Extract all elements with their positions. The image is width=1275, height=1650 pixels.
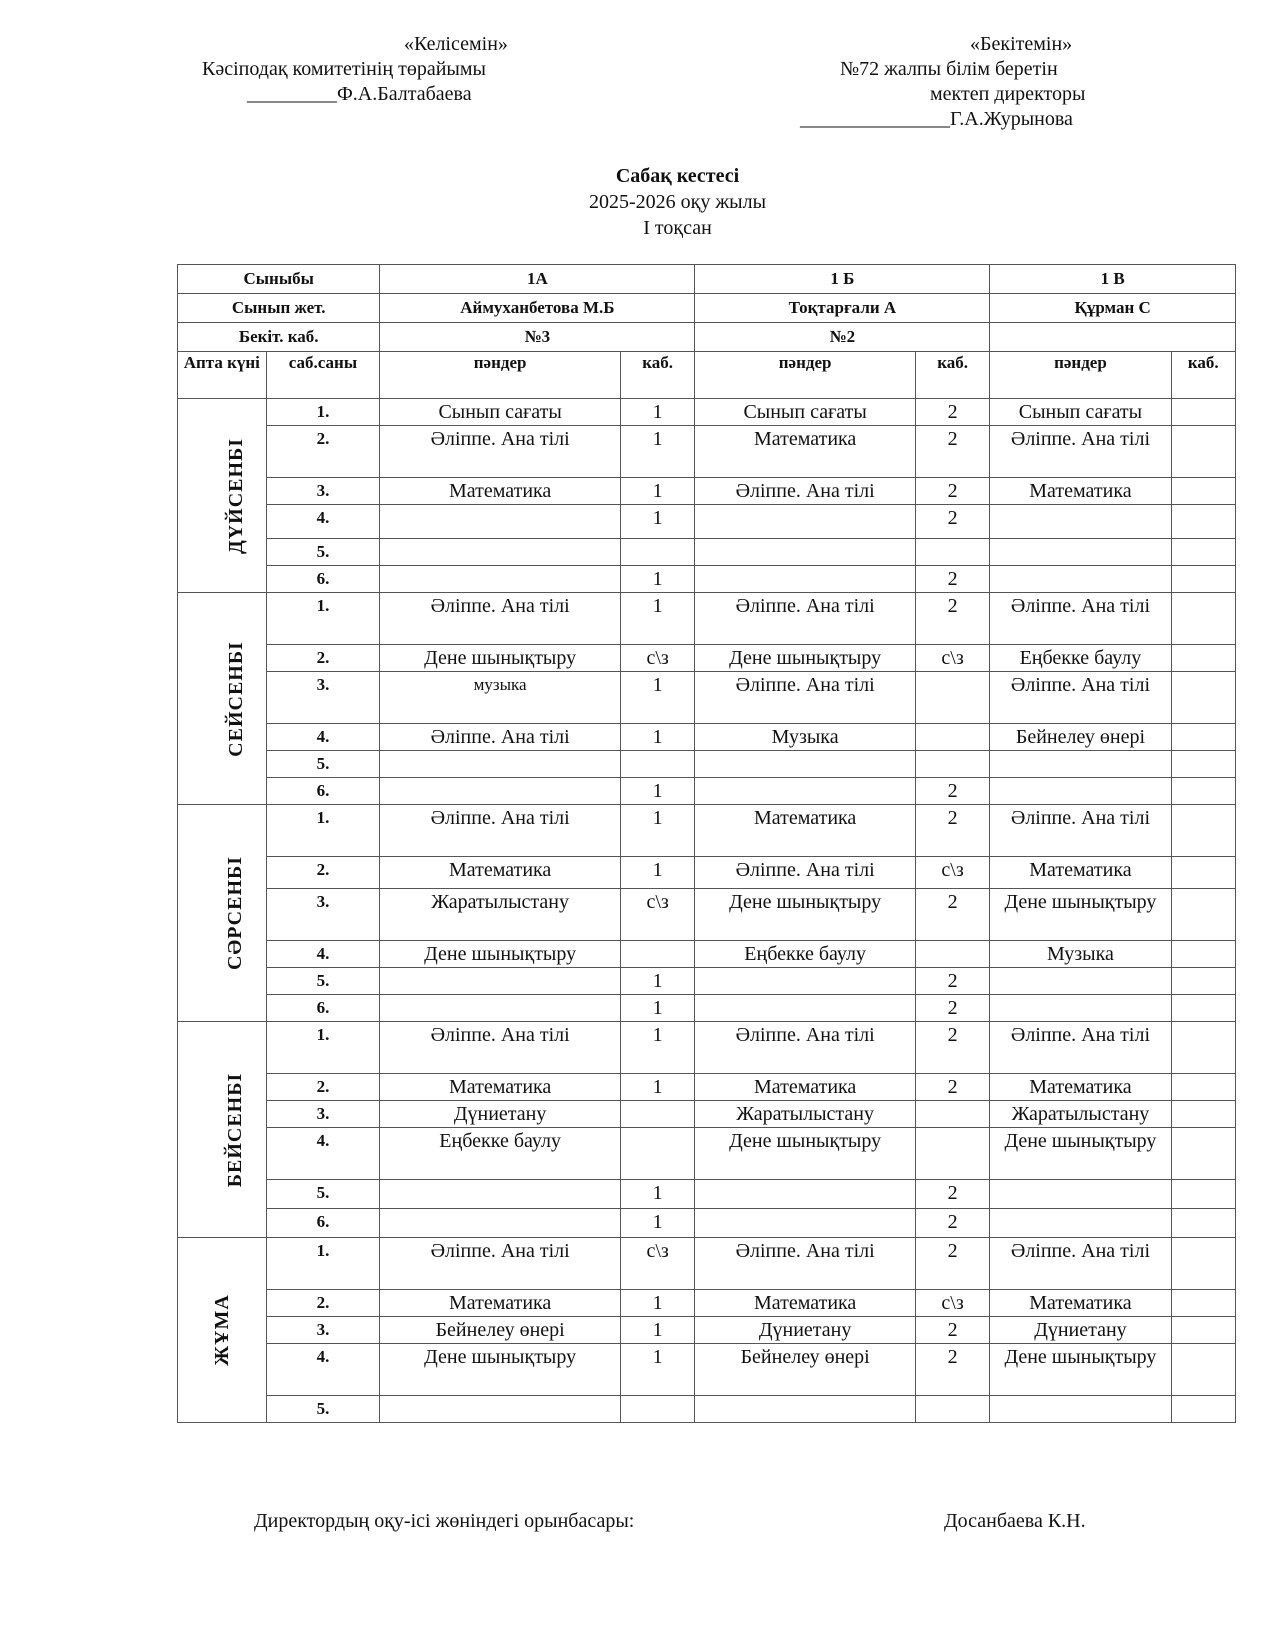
- cabinet-cell: [1171, 1290, 1235, 1317]
- subject-cell: [695, 539, 915, 566]
- lesson-row: [178, 399, 1236, 426]
- cabinet-cell: [1171, 1074, 1235, 1101]
- subject-cell: Математика: [380, 1074, 621, 1101]
- subject-cell: [695, 1180, 915, 1209]
- lesson-number: 2.: [266, 645, 380, 672]
- subject-cell: Математика: [380, 478, 621, 505]
- lesson-number: 6.: [266, 995, 380, 1022]
- cabinet-cell: [1171, 1101, 1235, 1128]
- cabinet-cell: 1: [620, 1209, 694, 1238]
- subject-cell: Бейнелеу өнері: [695, 1344, 915, 1396]
- day-cell: [178, 1238, 267, 1423]
- lesson-number: 5.: [266, 1396, 380, 1423]
- cabinet-cell: 1: [620, 505, 694, 539]
- lesson-number: 1.: [266, 805, 380, 857]
- subject-cell: [990, 505, 1171, 539]
- subject-cell: Дене шынықтыру: [380, 645, 621, 672]
- subject-cell: музыка: [380, 672, 621, 724]
- subject-cell: [990, 1209, 1171, 1238]
- lesson-row: [178, 593, 1236, 645]
- cabinet-cell: 2: [915, 995, 989, 1022]
- lesson-row: [178, 1290, 1236, 1317]
- lesson-number: 3.: [266, 1101, 380, 1128]
- subject-cell: Математика: [990, 857, 1171, 889]
- lesson-row: [178, 968, 1236, 995]
- cabinet-cell: [1171, 1344, 1235, 1396]
- subject-cell: [380, 968, 621, 995]
- cabinet-cell: с\з: [620, 1238, 694, 1290]
- schedule-table: [177, 264, 1236, 1423]
- class-teacher: Құрман С: [990, 294, 1236, 323]
- cabinet-cell: [620, 539, 694, 566]
- approval-block-left: [202, 32, 508, 107]
- lesson-row: [178, 1128, 1236, 1180]
- cabinet-cell: 1: [620, 593, 694, 645]
- cabinet-cell: 2: [915, 1344, 989, 1396]
- cabinet-cell: [915, 672, 989, 724]
- lesson-row: [178, 1101, 1236, 1128]
- cabinet-cell: с\з: [620, 645, 694, 672]
- subject-cell: Әліппе. Ана тілі: [695, 672, 915, 724]
- cabinet-cell: [620, 1396, 694, 1423]
- lesson-number: 1.: [266, 399, 380, 426]
- lesson-row: [178, 724, 1236, 751]
- room-row: [178, 323, 1236, 352]
- lesson-row: [178, 1344, 1236, 1396]
- day-name: БЕЙСЕНБІ: [224, 1072, 247, 1187]
- cabinet-cell: 1: [620, 1290, 694, 1317]
- subject-cell: Әліппе. Ана тілі: [990, 1022, 1171, 1074]
- class-room: [990, 323, 1236, 352]
- cabinet-cell: [915, 1396, 989, 1423]
- subject-cell: [380, 1209, 621, 1238]
- page-title: Сабақ кестесі: [615, 165, 740, 187]
- cabinet-cell: 2: [915, 593, 989, 645]
- lesson-row: [178, 995, 1236, 1022]
- title-block: [0, 163, 1275, 241]
- subject-cell: Математика: [990, 1290, 1171, 1317]
- cabinet-cell: [620, 1101, 694, 1128]
- subject-cell: Музыка: [990, 941, 1171, 968]
- lesson-number: 4.: [266, 941, 380, 968]
- approval-block-right: [800, 32, 1085, 132]
- subject-cell: Дүниетану: [990, 1317, 1171, 1344]
- subject-cell: [990, 968, 1171, 995]
- cabinet-cell: 1: [620, 1317, 694, 1344]
- cabinet-cell: 2: [915, 1180, 989, 1209]
- subject-cell: Әліппе. Ана тілі: [380, 805, 621, 857]
- day-name: ДҮЙСЕНБІ: [225, 437, 248, 554]
- subject-cell: Математика: [990, 478, 1171, 505]
- subject-cell: Бейнелеу өнері: [990, 724, 1171, 751]
- cabinet-cell: с\з: [915, 645, 989, 672]
- cabinet-cell: [1171, 478, 1235, 505]
- lesson-row: [178, 539, 1236, 566]
- lesson-number: 3.: [266, 1317, 380, 1344]
- class-teacher: Тоқтарғали А: [695, 294, 990, 323]
- subject-cell: Музыка: [695, 724, 915, 751]
- cabinet-cell: 2: [915, 426, 989, 478]
- lesson-row: [178, 505, 1236, 539]
- cabinet-cell: [1171, 593, 1235, 645]
- subject-cell: [695, 505, 915, 539]
- cabinet-cell: с\з: [620, 889, 694, 941]
- subject-cell: Дене шынықтыру: [695, 645, 915, 672]
- lesson-row: [178, 1180, 1236, 1209]
- cabinet-cell: 2: [915, 1074, 989, 1101]
- cabinet-cell: [1171, 1396, 1235, 1423]
- subject-cell: Әліппе. Ана тілі: [990, 805, 1171, 857]
- lesson-number: 5.: [266, 751, 380, 778]
- class-name: 1 В: [990, 265, 1236, 294]
- signature-position: Директордың оқу-ісі жөніндегі орынбасары:: [254, 1510, 635, 1532]
- day-cell: [178, 805, 267, 1022]
- cabinet-cell: 2: [915, 505, 989, 539]
- approval-right-line: «Бекітемін»: [970, 33, 1073, 55]
- cabinet-cell: [1171, 857, 1235, 889]
- cabinet-cell: [915, 941, 989, 968]
- cabinet-cell: 1: [620, 857, 694, 889]
- subject-cell: Дене шынықтыру: [990, 889, 1171, 941]
- subject-column-header: пәндер: [990, 352, 1171, 399]
- lesson-number: 4.: [266, 1344, 380, 1396]
- cabinet-cell: [915, 724, 989, 751]
- lesson-number: 1.: [266, 593, 380, 645]
- lesson-number: 5.: [266, 539, 380, 566]
- lesson-number: 5.: [266, 968, 380, 995]
- cabinet-cell: [1171, 426, 1235, 478]
- cabinet-cell: 1: [620, 426, 694, 478]
- lesson-number: 1.: [266, 1022, 380, 1074]
- cabinet-cell: [1171, 1022, 1235, 1074]
- lesson-row: [178, 805, 1236, 857]
- cabinet-cell: [915, 751, 989, 778]
- lesson-row: [178, 857, 1236, 889]
- number-column-header: саб.саны: [266, 352, 380, 399]
- subject-cell: Математика: [695, 426, 915, 478]
- day-name: ЖҰМА: [210, 1294, 233, 1366]
- cabinet-cell: с\з: [915, 1290, 989, 1317]
- cabinet-cell: [620, 751, 694, 778]
- lesson-number: 2.: [266, 1290, 380, 1317]
- cabinet-cell: [1171, 941, 1235, 968]
- signature-name: Досанбаева К.Н.: [944, 1510, 1086, 1532]
- subject-cell: Әліппе. Ана тілі: [695, 857, 915, 889]
- lesson-number: 4.: [266, 724, 380, 751]
- subject-cell: [380, 539, 621, 566]
- class-teacher: Аймуханбетова М.Б: [380, 294, 695, 323]
- cabinet-cell: [1171, 539, 1235, 566]
- subject-cell: [380, 505, 621, 539]
- subject-cell: Дене шынықтыру: [990, 1344, 1171, 1396]
- approval-right-line: №72 жалпы білім беретін: [840, 58, 1058, 80]
- cabinet-column-header: каб.: [1171, 352, 1235, 399]
- subject-cell: [380, 995, 621, 1022]
- subject-cell: [380, 566, 621, 593]
- subject-cell: Әліппе. Ана тілі: [990, 593, 1171, 645]
- subject-cell: Дене шынықтыру: [695, 889, 915, 941]
- approval-left-line: _________Ф.А.Балтабаева: [247, 83, 472, 105]
- cabinet-cell: [1171, 1180, 1235, 1209]
- subject-cell: Әліппе. Ана тілі: [990, 672, 1171, 724]
- day-cell: [178, 1022, 267, 1238]
- cabinet-cell: [1171, 399, 1235, 426]
- lesson-number: 6.: [266, 778, 380, 805]
- approval-left-line: «Келісемін»: [404, 33, 508, 55]
- class-room: №3: [380, 323, 695, 352]
- class-name: 1А: [380, 265, 695, 294]
- room-label: Бекіт. каб.: [178, 323, 380, 352]
- lesson-number: 6.: [266, 1209, 380, 1238]
- cabinet-cell: [1171, 1128, 1235, 1180]
- subject-cell: [695, 968, 915, 995]
- cabinet-cell: [1171, 751, 1235, 778]
- column-header-row: [178, 352, 1236, 399]
- subject-cell: [380, 1180, 621, 1209]
- lesson-row: [178, 1022, 1236, 1074]
- lesson-row: [178, 941, 1236, 968]
- cabinet-cell: 2: [915, 889, 989, 941]
- cabinet-cell: 1: [620, 1022, 694, 1074]
- subject-column-header: пәндер: [380, 352, 621, 399]
- lesson-number: 5.: [266, 1180, 380, 1209]
- class-name: 1 Б: [695, 265, 990, 294]
- cabinet-cell: [1171, 889, 1235, 941]
- cabinet-cell: 2: [915, 478, 989, 505]
- academic-year: 2025-2026 оқу жылы: [588, 191, 767, 213]
- cabinet-cell: 1: [620, 566, 694, 593]
- cabinet-cell: [1171, 968, 1235, 995]
- subject-cell: Дүниетану: [380, 1101, 621, 1128]
- subject-cell: Дүниетану: [695, 1317, 915, 1344]
- subject-cell: Әліппе. Ана тілі: [380, 426, 621, 478]
- cabinet-cell: [620, 1128, 694, 1180]
- cabinet-cell: 1: [620, 672, 694, 724]
- subject-cell: [990, 539, 1171, 566]
- cabinet-cell: [1171, 995, 1235, 1022]
- lesson-number: 3.: [266, 478, 380, 505]
- subject-cell: Дене шынықтыру: [990, 1128, 1171, 1180]
- subject-cell: Дене шынықтыру: [695, 1128, 915, 1180]
- subject-cell: Әліппе. Ана тілі: [695, 1022, 915, 1074]
- approval-right-line: _______________Г.А.Журынова: [800, 108, 1073, 130]
- subject-cell: [695, 566, 915, 593]
- cabinet-cell: [1171, 805, 1235, 857]
- lesson-number: 2.: [266, 426, 380, 478]
- cabinet-cell: 2: [915, 1317, 989, 1344]
- subject-cell: Математика: [695, 1074, 915, 1101]
- subject-cell: Математика: [695, 805, 915, 857]
- subject-column-header: пәндер: [695, 352, 915, 399]
- class-room: №2: [695, 323, 990, 352]
- lesson-row: [178, 645, 1236, 672]
- cabinet-cell: 2: [915, 1209, 989, 1238]
- cabinet-cell: [1171, 1317, 1235, 1344]
- subject-cell: [695, 995, 915, 1022]
- subject-cell: [380, 751, 621, 778]
- cabinet-cell: 2: [915, 1238, 989, 1290]
- cabinet-cell: [1171, 778, 1235, 805]
- subject-cell: Сынып сағаты: [380, 399, 621, 426]
- lesson-number: 2.: [266, 857, 380, 889]
- cabinet-cell: 1: [620, 399, 694, 426]
- lesson-row: [178, 1317, 1236, 1344]
- subject-cell: Әліппе. Ана тілі: [990, 426, 1171, 478]
- subject-cell: [990, 1180, 1171, 1209]
- subject-cell: Жаратылыстану: [695, 1101, 915, 1128]
- subject-cell: Сынып сағаты: [990, 399, 1171, 426]
- lesson-number: 4.: [266, 1128, 380, 1180]
- cabinet-cell: [1171, 1209, 1235, 1238]
- lesson-row: [178, 672, 1236, 724]
- class-label: Сыныбы: [178, 265, 380, 294]
- subject-cell: Сынып сағаты: [695, 399, 915, 426]
- subject-cell: Әліппе. Ана тілі: [695, 1238, 915, 1290]
- subject-cell: [695, 1209, 915, 1238]
- subject-cell: [990, 995, 1171, 1022]
- subject-cell: [990, 566, 1171, 593]
- lesson-row: [178, 426, 1236, 478]
- subject-cell: Математика: [695, 1290, 915, 1317]
- cabinet-cell: 1: [620, 1074, 694, 1101]
- cabinet-cell: 2: [915, 399, 989, 426]
- cabinet-cell: 1: [620, 1344, 694, 1396]
- lesson-number: 3.: [266, 672, 380, 724]
- subject-cell: Дене шынықтыру: [380, 941, 621, 968]
- cabinet-column-header: каб.: [620, 352, 694, 399]
- lesson-row: [178, 478, 1236, 505]
- day-cell: [178, 593, 267, 805]
- teacher-label: Сынып жет.: [178, 294, 380, 323]
- day-name: СЕЙСЕНБІ: [224, 640, 247, 757]
- lesson-row: [178, 751, 1236, 778]
- subject-cell: Әліппе. Ана тілі: [380, 593, 621, 645]
- cabinet-cell: [915, 1101, 989, 1128]
- cabinet-cell: 1: [620, 995, 694, 1022]
- lesson-row: [178, 778, 1236, 805]
- cabinet-cell: [1171, 1238, 1235, 1290]
- cabinet-cell: [915, 1128, 989, 1180]
- subject-cell: [380, 778, 621, 805]
- subject-cell: Әліппе. Ана тілі: [695, 478, 915, 505]
- subject-cell: Еңбекке баулу: [990, 645, 1171, 672]
- subject-cell: [695, 1396, 915, 1423]
- lesson-row: [178, 566, 1236, 593]
- cabinet-cell: 1: [620, 968, 694, 995]
- cabinet-cell: 1: [620, 724, 694, 751]
- lesson-row: [178, 889, 1236, 941]
- subject-cell: Бейнелеу өнері: [380, 1317, 621, 1344]
- day-name: СӘРСЕНБІ: [224, 855, 247, 971]
- subject-cell: Әліппе. Ана тілі: [380, 1022, 621, 1074]
- cabinet-cell: 1: [620, 1180, 694, 1209]
- subject-cell: [990, 778, 1171, 805]
- subject-cell: Жаратылыстану: [380, 889, 621, 941]
- lesson-row: [178, 1074, 1236, 1101]
- lesson-number: 1.: [266, 1238, 380, 1290]
- cabinet-cell: [1171, 505, 1235, 539]
- quarter: I тоқсан: [643, 217, 712, 239]
- day-column-header: Апта күні: [178, 352, 267, 399]
- cabinet-cell: 2: [915, 805, 989, 857]
- subject-cell: Жаратылыстану: [990, 1101, 1171, 1128]
- cabinet-cell: 2: [915, 566, 989, 593]
- cabinet-column-header: каб.: [915, 352, 989, 399]
- cabinet-cell: 1: [620, 805, 694, 857]
- lesson-number: 6.: [266, 566, 380, 593]
- day-cell: [178, 399, 267, 593]
- subject-cell: Әліппе. Ана тілі: [695, 593, 915, 645]
- subject-cell: Дене шынықтыру: [380, 1344, 621, 1396]
- cabinet-cell: 1: [620, 478, 694, 505]
- subject-cell: Әліппе. Ана тілі: [990, 1238, 1171, 1290]
- cabinet-cell: 2: [915, 778, 989, 805]
- subject-cell: Математика: [990, 1074, 1171, 1101]
- cabinet-cell: [620, 941, 694, 968]
- cabinet-cell: 2: [915, 1022, 989, 1074]
- teacher-row: [178, 294, 1236, 323]
- subject-cell: [695, 751, 915, 778]
- class-row: [178, 265, 1236, 294]
- lesson-row: [178, 1209, 1236, 1238]
- subject-cell: [380, 1396, 621, 1423]
- cabinet-cell: с\з: [915, 857, 989, 889]
- subject-cell: Еңбекке баулу: [380, 1128, 621, 1180]
- cabinet-cell: [1171, 566, 1235, 593]
- lesson-number: 4.: [266, 505, 380, 539]
- cabinet-cell: 1: [620, 778, 694, 805]
- subject-cell: [695, 778, 915, 805]
- cabinet-cell: 2: [915, 968, 989, 995]
- approval-left-line: Кәсіподақ комитетінің төрайымы: [202, 58, 486, 80]
- lesson-number: 3.: [266, 889, 380, 941]
- approval-right-line: мектеп директоры: [930, 83, 1086, 105]
- cabinet-cell: [1171, 672, 1235, 724]
- cabinet-cell: [915, 539, 989, 566]
- cabinet-cell: [1171, 645, 1235, 672]
- subject-cell: [990, 751, 1171, 778]
- subject-cell: Әліппе. Ана тілі: [380, 724, 621, 751]
- subject-cell: [990, 1396, 1171, 1423]
- subject-cell: Әліппе. Ана тілі: [380, 1238, 621, 1290]
- subject-cell: Математика: [380, 857, 621, 889]
- subject-cell: Математика: [380, 1290, 621, 1317]
- lesson-row: [178, 1396, 1236, 1423]
- cabinet-cell: [1171, 724, 1235, 751]
- subject-cell: Еңбекке баулу: [695, 941, 915, 968]
- lesson-number: 2.: [266, 1074, 380, 1101]
- lesson-row: [178, 1238, 1236, 1290]
